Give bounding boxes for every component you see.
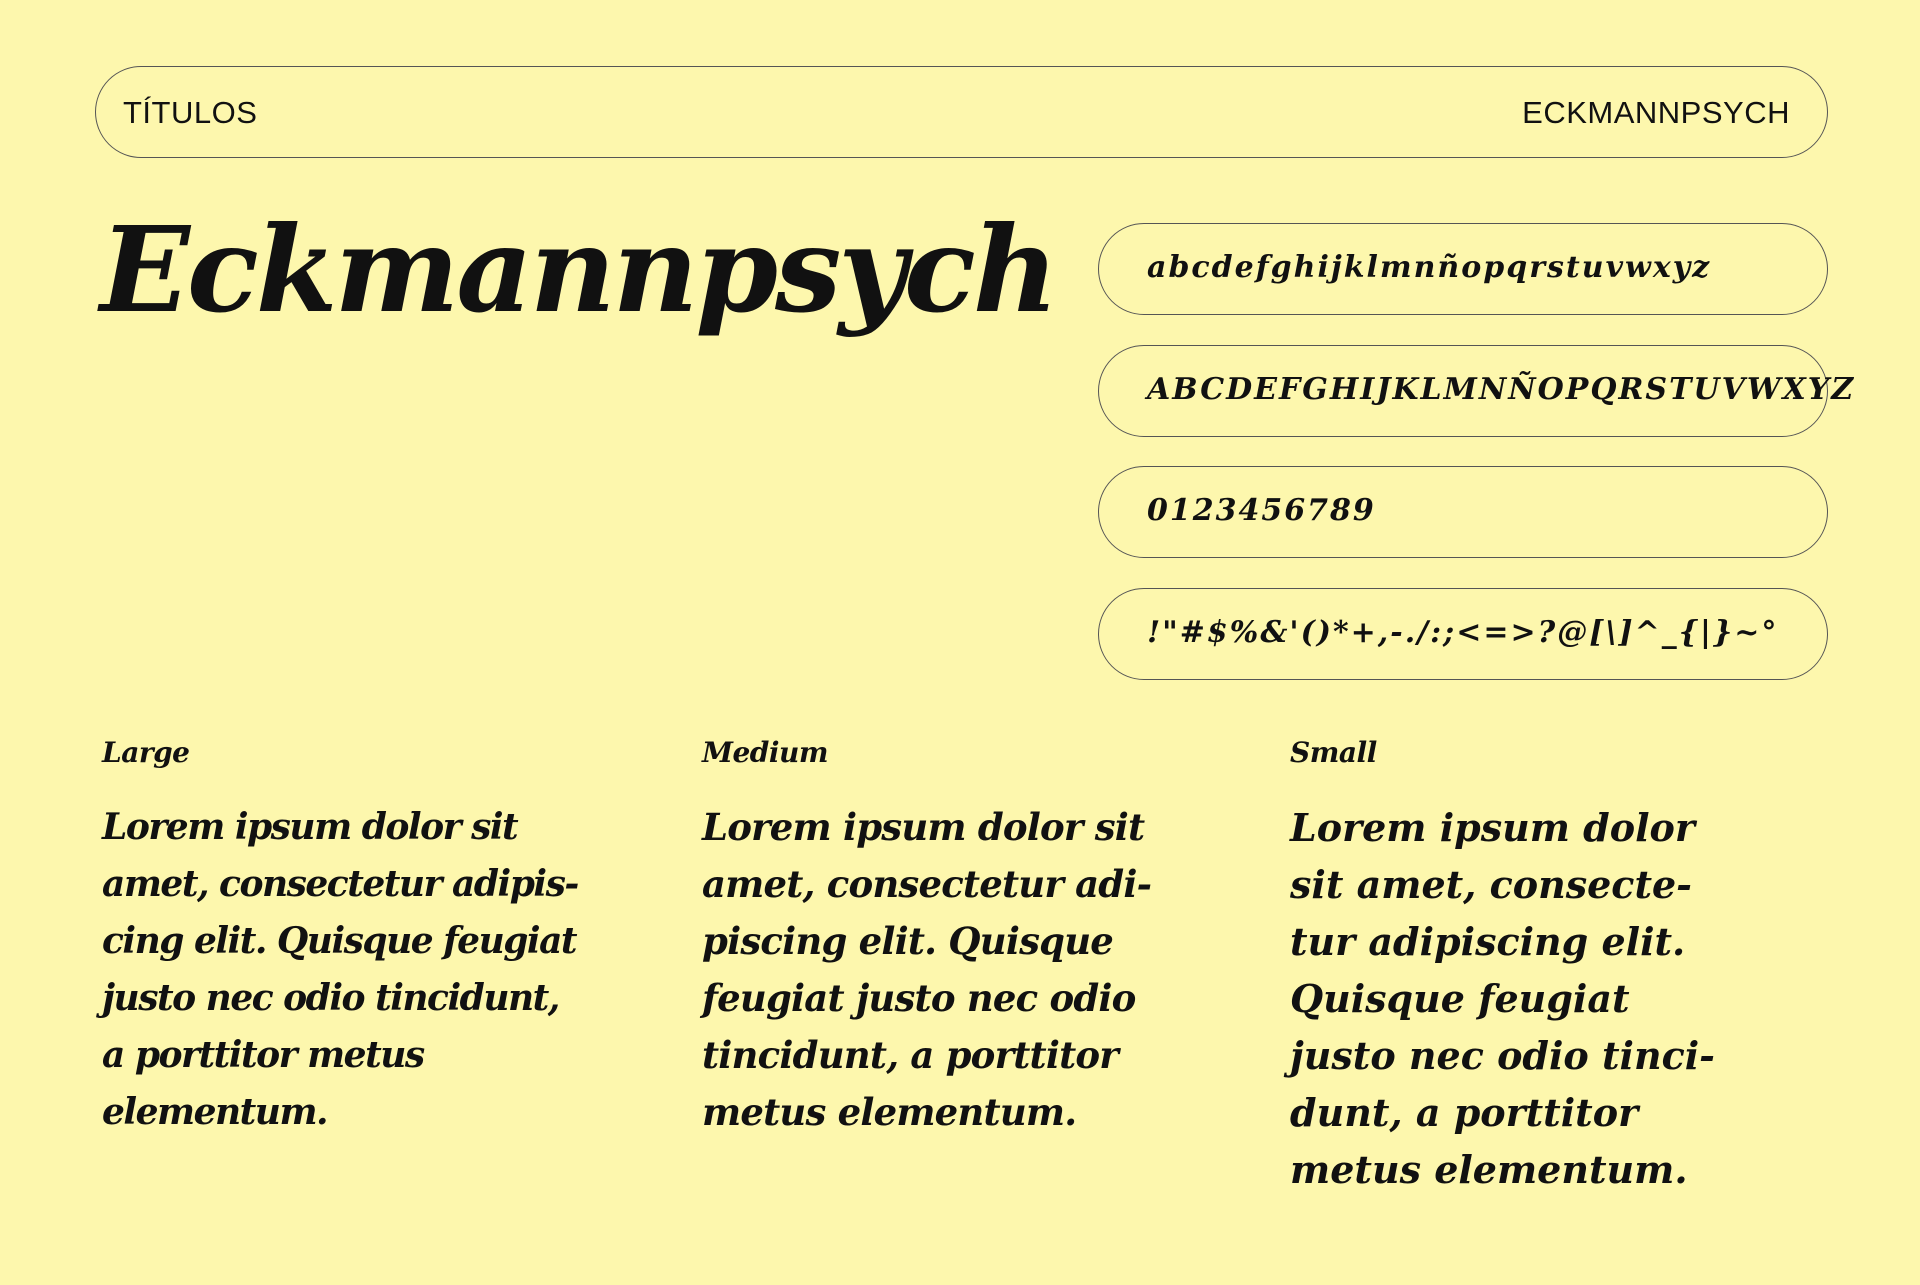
sample-text-small: Lorem ipsum dolor sit amet, consecte- tur adipiscing elit. Quisque feugiat justo nec odio tinci- dunt, a porttitor metus elementum.	[1290, 805, 1715, 1192]
font-title: ECKMANNPSYCH	[1522, 95, 1790, 130]
sample-column-medium	[702, 736, 1182, 1141]
size-label-large: Large	[102, 736, 190, 769]
header-bar	[95, 66, 1828, 158]
glyph-set-numbers	[1098, 466, 1828, 558]
glyph-set-uppercase	[1098, 345, 1856, 437]
glyph-set-lowercase	[1098, 223, 1828, 315]
size-label-medium: Medium	[702, 736, 829, 769]
glyph-set-symbols-text: !"#$%&'()*+,-./:;<=>?@[\]^_{|}~°	[1147, 615, 1779, 650]
sample-text-medium: Lorem ipsum dolor sit amet, consectetur adi- piscing elit. Quisque feugiat justo nec odio tincidunt, a porttitor metus elementum.	[702, 805, 1152, 1134]
glyph-set-numbers-text: 0123456789	[1147, 493, 1376, 528]
font-name-heading: Eckmannpsych	[100, 200, 1056, 339]
sample-column-small	[1290, 736, 1770, 1198]
glyph-set-symbols	[1098, 588, 1828, 680]
glyph-set-lowercase-text: abcdefghijklmnñopqrstuvwxyz	[1147, 250, 1712, 285]
sample-column-large	[102, 736, 582, 1141]
size-label-small: Small	[1290, 736, 1377, 769]
sample-text-large: Lorem ipsum dolor sit amet, consectetur adipis- cing elit. Quisque feugiat justo nec odio tincidunt, a porttitor metus elementum.	[102, 806, 578, 1133]
section-title: TÍTULOS	[123, 95, 258, 130]
glyph-set-uppercase-text: ABCDEFGHIJKLMNÑOPQRSTUVWXYZ	[1147, 372, 1856, 407]
